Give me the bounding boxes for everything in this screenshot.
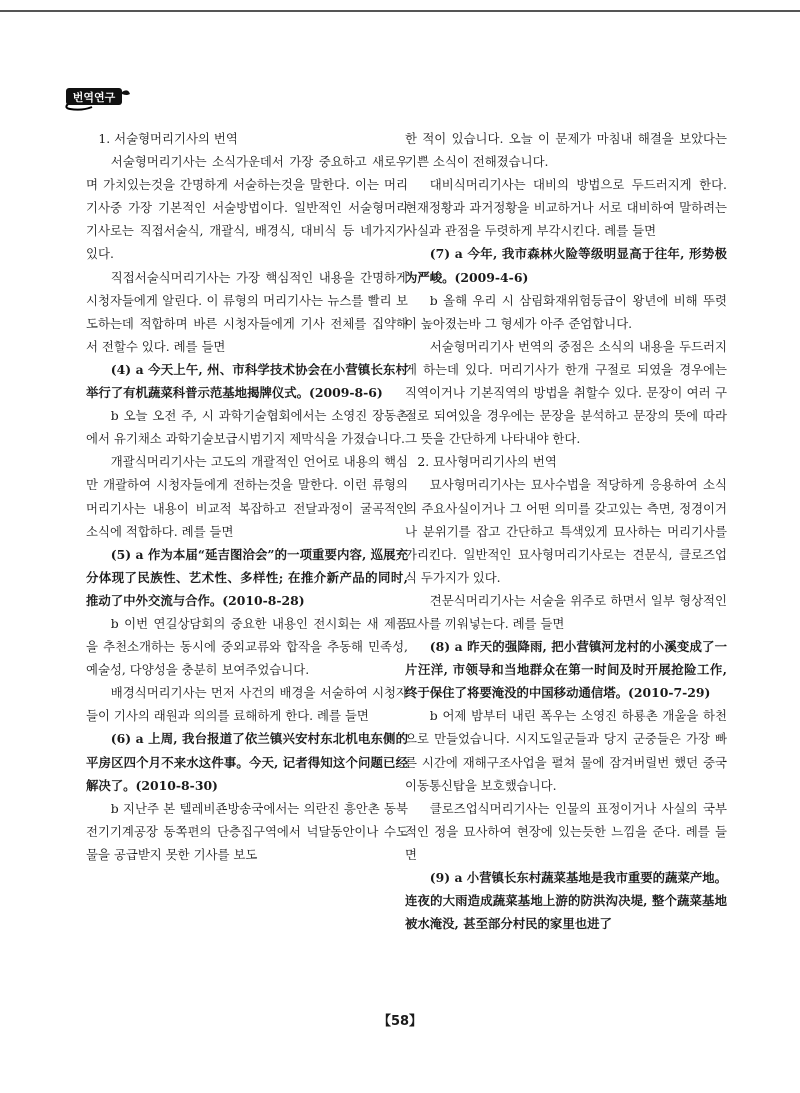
left-column — [86, 127, 408, 866]
paragraph: b 어제 밤부터 내린 폭우는 소영진 하룡촌 개울을 하천으로 만들었습니다. 시지도일군들과 당지 군중들은 가장 빠른 시간에 재해구조사업을 펼쳐 물에 잠겨버릴번 했던 중국이동통신탑을 보호했습니다. — [405, 708, 727, 793]
example-sentence: (5) a 作为本届“延吉图洽会”的一项重要内容, 巡展充分体现了民族性、艺术性、多样性; 在推介新产品的同时, 推动了中外交流与合作。(2010-8-28) — [86, 546, 408, 608]
paragraph: 서술형머리기사 번역의 중점은 소식의 내용을 두드러지게 하는데 있다. 머리기사가 한개 구절로 되였을 경우에는 직역이거나 기본직역의 방법을 취할수 있다. 문장이 여러 구절로 되여있을 경우에는 문장을 분석하고 문장의 뜻에 따라 그 뜻을 간단하게 나타내야 한다. — [405, 338, 727, 447]
paragraph: 한 적이 있습니다. 오늘 이 문제가 마침내 해결을 보았다는 기쁜 소식이 전해졌습니다. — [405, 131, 727, 170]
section-logo-icon — [62, 82, 132, 112]
paragraph: 묘사형머리기사는 묘사수법을 적당하게 응용하여 소식의 주요사실이거나 그 어떤 의미를 갖고있는 측면, 정경이거나 분위기를 잡고 간단하고 특색있게 묘사하는 머리기사를 가리킨다. 일반적인 묘사형머리기사로는 견문식, 클로즈업식 두가지가 있다. — [405, 477, 727, 585]
top-rule — [0, 10, 800, 12]
section-heading: 2. 묘사형머리기사의 번역 — [417, 454, 557, 470]
paragraph: 견문식머리기사는 서술을 위주로 하면서 일부 형상적인 묘사를 끼워넣는다. 례를 들면 — [405, 592, 727, 631]
paragraph: b 이번 연길상담회의 중요한 내용인 전시회는 새 제품을 추천소개하는 동시에 중외교류와 합작을 추동해 민족성, 예술성, 다양성을 충분히 보여주었습니다. — [86, 615, 408, 678]
paragraph: 대비식머리기사는 대비의 방법으로 두드러지게 한다. 현재정황과 과거정황을 비교하거나 서로 대비하여 말하려는 사실과 관점을 두렷하게 부각시킨다. 례를 들면 — [405, 177, 727, 239]
paragraph: 개괄식머리기사는 고도의 개괄적인 언어로 내용의 핵심만 개괄하여 시청자들에게 전하는것을 말한다. 이런 류형의 머리기사는 내용이 비교적 복잡하고 전달과정이 굴곡적인 소식에 적합하다. 례를 들면 — [86, 454, 408, 539]
section-heading: 1. 서술형머리기사의 번역 — [98, 131, 238, 146]
example-sentence: (8) a 昨天的强降雨, 把小营镇河龙村的小溪变成了一片汪洋, 市领导和当地群众在第一时间及时开展抢险工作, 终于保住了将要淹没的中国移动通信塔。(2010-7-29) — [405, 639, 727, 701]
example-sentence: (6) a 上周, 我台报道了依兰镇兴安村东北机电东侧的平房区四个月不来水这件事。今天, 记者得知这个问题已经解决了。(2010-8-30) — [86, 731, 408, 793]
paragraph: 배경식머리기사는 먼저 사건의 배경을 서술하여 시청자들이 기사의 래원과 의의를 료해하게 한다. 례를 들면 — [86, 685, 408, 724]
right-column — [405, 127, 727, 935]
paragraph: b 오늘 오전 주, 시 과학기술협회에서는 소영진 장동촌에서 유기채소 과학기술보급시범기지 제막식을 가졌습니다. — [86, 408, 408, 447]
paragraph: b 지난주 본 텔레비죤방송국에서는 의란진 흥안촌 동북전기기계공장 동쪽편의 단층집구역에서 넉달동안이나 수도물을 공급받지 못한 기사를 보도 — [86, 800, 408, 862]
paragraph: 직접서술식머리기사는 가장 핵심적인 내용을 간명하게 시청자들에게 알린다. 이 류형의 머리기사는 뉴스를 빨리 보도하는데 적합하며 바른 시청자들에게 기사 전체를 집약해서 전할수 있다. 례를 들면 — [86, 269, 408, 354]
example-sentence: (4) a 今天上午, 州、市科学技术协会在小营镇长东村举行了有机蔬菜科普示范基地揭牌仪式。(2009-8-6) — [86, 361, 408, 401]
paragraph: b 올해 우리 시 삼림화재위험등급이 왕년에 비해 뚜렷이 높아졌는바 그 형세가 아주 준엄합니다. — [405, 292, 727, 331]
example-sentence: (9) a 小营镇长东村蔬菜基地是我市重要的蔬菜产地。连夜的大雨造成蔬菜基地上游的防洪沟决堤, 整个蔬菜基地被水淹没, 甚至部分村民的家里也进了 — [405, 870, 728, 932]
section-logo-text: 번역연구 — [72, 91, 116, 104]
paragraph: 서술형머리기사는 소식가운데서 가장 중요하고 새로우며 가치있는것을 간명하게 서술하는것을 말한다. 이는 머리기사중 가장 기본적인 서술방법이다. 일반적인 서술형머리기사로는 직접서술식, 개괄식, 배경식, 대비식 등 네가지가 있다. — [86, 154, 408, 262]
example-sentence: (7) a 今年, 我市森林火险等级明显高于往年, 形势极为严峻。(2009-4-6) — [405, 246, 727, 285]
paragraph: 클로즈업식머리기사는 인물의 표정이거나 사실의 국부적인 정을 묘사하여 현장에 있는듯한 느낌을 준다. 례를 들면 — [405, 800, 727, 862]
page-number: 【58】 — [377, 1014, 423, 1029]
